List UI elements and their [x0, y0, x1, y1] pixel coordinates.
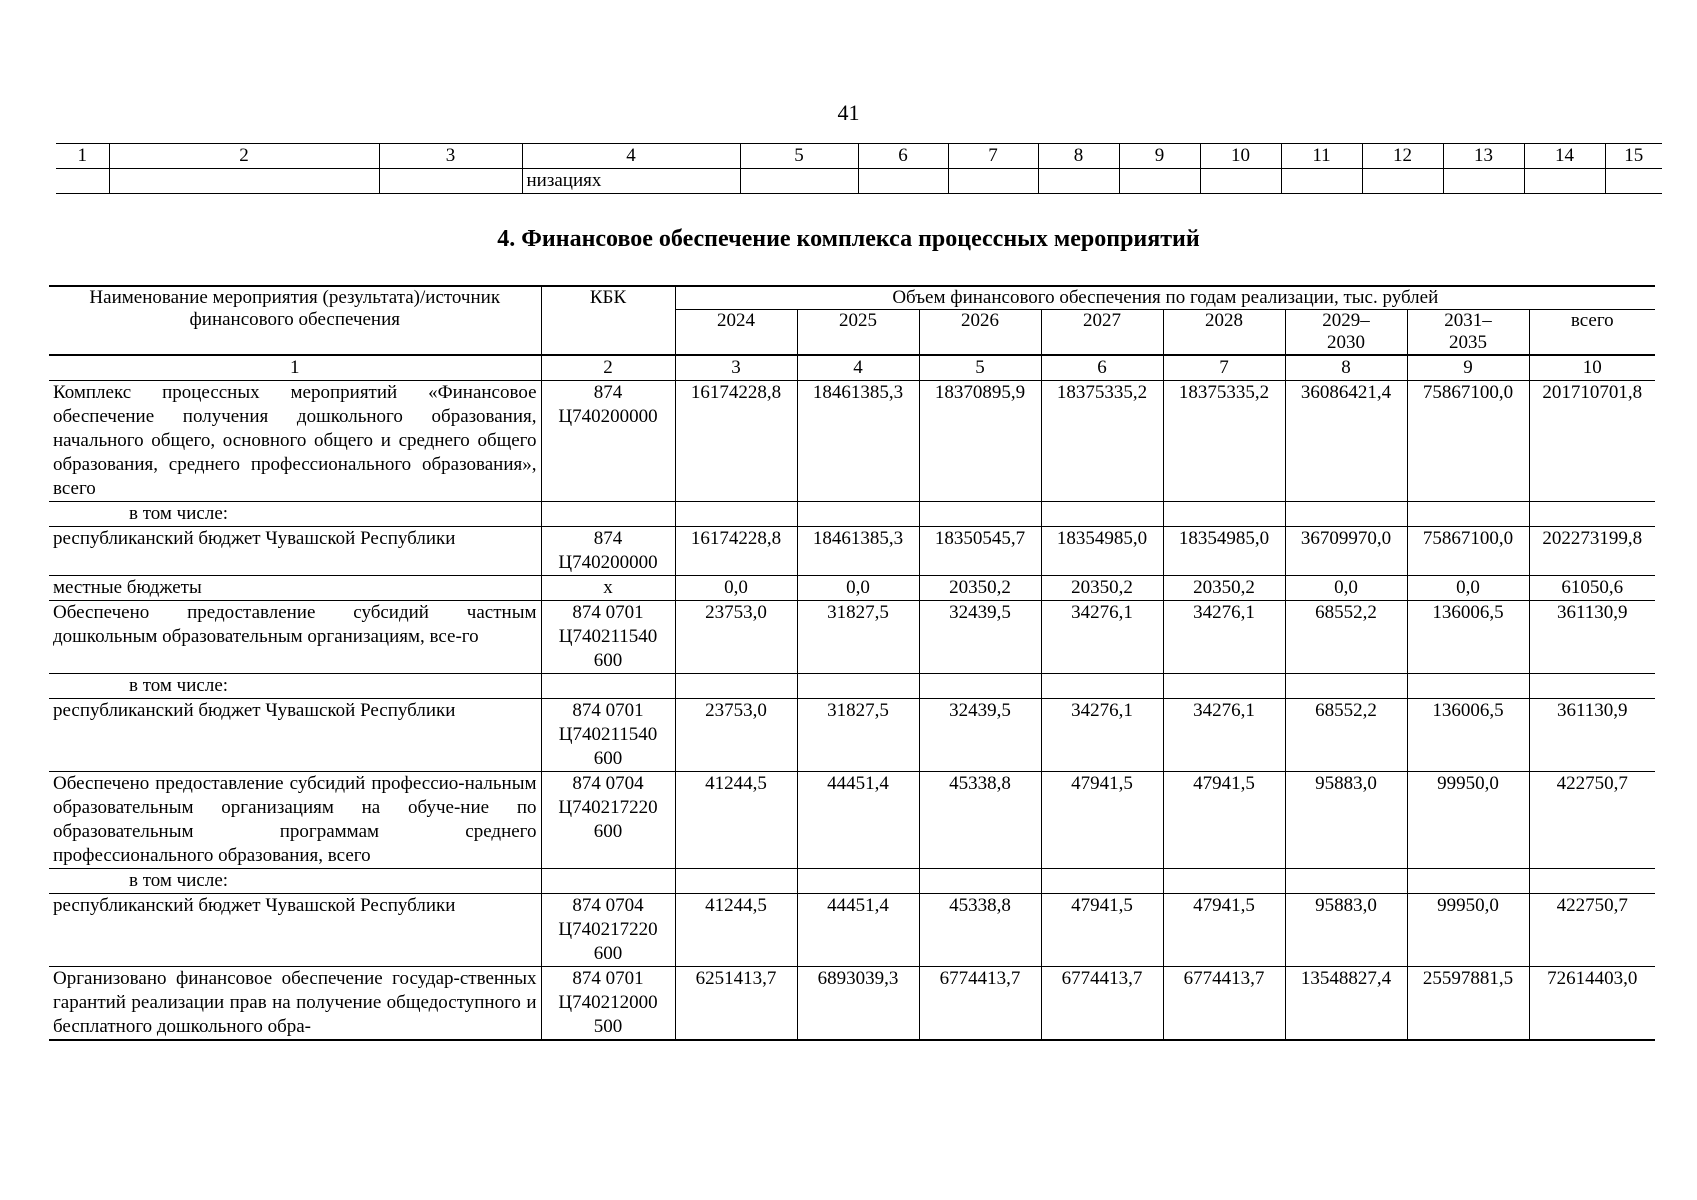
- row-value: [797, 502, 919, 527]
- row-value: [1163, 674, 1285, 699]
- table-cell: [56, 169, 109, 194]
- row-name: Обеспечено предоставление субсидий частным дошкольным образовательным организациям, все-го: [49, 601, 541, 674]
- row-name: в том числе:: [49, 674, 541, 699]
- finance-table: [49, 285, 1655, 1041]
- header-year: 2025: [797, 310, 919, 356]
- table-row: [49, 674, 1655, 699]
- column-number: 4: [522, 144, 740, 169]
- row-value: 0,0: [675, 576, 797, 601]
- row-value: 18461385,3: [797, 381, 919, 502]
- row-value: [919, 674, 1041, 699]
- row-kbk: 874 Ц740200000: [541, 381, 675, 502]
- table-row: [49, 967, 1655, 1041]
- row-name: Комплекс процессных мероприятий «Финансовое обеспечение получения дошкольного образования, начального общего, основного общего и среднего общего образования, среднего профессионального образования», всего: [49, 381, 541, 502]
- row-value: 41244,5: [675, 894, 797, 967]
- header-year: 2028: [1163, 310, 1285, 356]
- column-number: 8: [1038, 144, 1119, 169]
- row-value: [1285, 869, 1407, 894]
- row-value: [1285, 502, 1407, 527]
- column-number: 3: [675, 355, 797, 381]
- row-value: 18350545,7: [919, 527, 1041, 576]
- header-row: [49, 286, 1655, 310]
- row-value: 68552,2: [1285, 699, 1407, 772]
- row-value: 18370895,9: [919, 381, 1041, 502]
- table-cell: [379, 169, 522, 194]
- row-value: 20350,2: [1041, 576, 1163, 601]
- row-kbk: [541, 869, 675, 894]
- column-number: 7: [948, 144, 1038, 169]
- row-value: 136006,5: [1407, 601, 1529, 674]
- row-value: 31827,5: [797, 699, 919, 772]
- table-row: [49, 869, 1655, 894]
- row-value: 18375335,2: [1041, 381, 1163, 502]
- column-number: 9: [1119, 144, 1200, 169]
- table-row: [49, 576, 1655, 601]
- column-number: 15: [1605, 144, 1662, 169]
- row-value: 72614403,0: [1529, 967, 1655, 1041]
- row-value: 75867100,0: [1407, 527, 1529, 576]
- row-name: республиканский бюджет Чувашской Республики: [49, 527, 541, 576]
- table-cell: [109, 169, 379, 194]
- row-kbk: 874 0704 Ц740217220 600: [541, 772, 675, 869]
- column-number: 3: [379, 144, 522, 169]
- row-value: [797, 674, 919, 699]
- column-number-row: [56, 144, 1662, 169]
- row-value: 32439,5: [919, 699, 1041, 772]
- row-value: 44451,4: [797, 772, 919, 869]
- table-row: [49, 894, 1655, 967]
- row-value: 0,0: [1285, 576, 1407, 601]
- row-kbk: 874 0701 Ц740211540 600: [541, 699, 675, 772]
- table-row: [49, 699, 1655, 772]
- header-volume: Объем финансового обеспечения по годам реализации, тыс. рублей: [675, 286, 1655, 310]
- continuation-table: [56, 143, 1662, 194]
- row-value: 361130,9: [1529, 601, 1655, 674]
- header-kbk: КБК: [541, 286, 675, 355]
- row-value: [675, 502, 797, 527]
- row-value: 34276,1: [1041, 601, 1163, 674]
- row-value: 45338,8: [919, 772, 1041, 869]
- column-number: 9: [1407, 355, 1529, 381]
- column-number: 11: [1281, 144, 1362, 169]
- row-kbk: [541, 502, 675, 527]
- header-name: Наименование мероприятия (результата)/источник финансового обеспечения: [49, 286, 541, 355]
- row-value: [675, 674, 797, 699]
- row-value: [1163, 869, 1285, 894]
- row-value: [1529, 502, 1655, 527]
- row-value: 23753,0: [675, 699, 797, 772]
- column-number: 2: [541, 355, 675, 381]
- table-row: [49, 772, 1655, 869]
- row-value: 6251413,7: [675, 967, 797, 1041]
- row-value: [1407, 869, 1529, 894]
- row-value: 0,0: [797, 576, 919, 601]
- row-value: 6774413,7: [919, 967, 1041, 1041]
- table-row: [56, 169, 1662, 194]
- column-number: 1: [49, 355, 541, 381]
- row-value: [1529, 869, 1655, 894]
- column-number: 2: [109, 144, 379, 169]
- row-name: республиканский бюджет Чувашской Республики: [49, 699, 541, 772]
- table-cell: [1119, 169, 1200, 194]
- row-value: 20350,2: [919, 576, 1041, 601]
- row-value: [1529, 674, 1655, 699]
- column-number: 4: [797, 355, 919, 381]
- row-value: 6774413,7: [1041, 967, 1163, 1041]
- row-value: [797, 869, 919, 894]
- row-value: 20350,2: [1163, 576, 1285, 601]
- row-value: 361130,9: [1529, 699, 1655, 772]
- column-number: 13: [1443, 144, 1524, 169]
- row-value: 16174228,8: [675, 381, 797, 502]
- row-name: в том числе:: [49, 502, 541, 527]
- row-value: 34276,1: [1163, 699, 1285, 772]
- header-year: 2031– 2035: [1407, 310, 1529, 356]
- row-value: [1163, 502, 1285, 527]
- row-value: [1407, 502, 1529, 527]
- row-value: 99950,0: [1407, 772, 1529, 869]
- column-number: 10: [1200, 144, 1281, 169]
- table-cell: [948, 169, 1038, 194]
- row-value: 75867100,0: [1407, 381, 1529, 502]
- row-name: Обеспечено предоставление субсидий профессио-нальным образовательным организациям на обуче-ние по образовательным программам среднего профессионального образования, всего: [49, 772, 541, 869]
- header-year: 2029– 2030: [1285, 310, 1407, 356]
- row-value: 45338,8: [919, 894, 1041, 967]
- header-year: 2024: [675, 310, 797, 356]
- row-value: 422750,7: [1529, 772, 1655, 869]
- table-row: [49, 601, 1655, 674]
- page-number: 41: [837, 100, 860, 125]
- row-value: 36086421,4: [1285, 381, 1407, 502]
- row-kbk: 874 Ц740200000: [541, 527, 675, 576]
- row-value: 16174228,8: [675, 527, 797, 576]
- table-row: [49, 381, 1655, 502]
- column-number: 14: [1524, 144, 1605, 169]
- row-name: в том числе:: [49, 869, 541, 894]
- row-value: 18354985,0: [1041, 527, 1163, 576]
- row-value: 95883,0: [1285, 894, 1407, 967]
- column-number: 5: [919, 355, 1041, 381]
- row-value: 136006,5: [1407, 699, 1529, 772]
- header-year: 2027: [1041, 310, 1163, 356]
- column-number: 12: [1362, 144, 1443, 169]
- row-value: 99950,0: [1407, 894, 1529, 967]
- row-value: 6774413,7: [1163, 967, 1285, 1041]
- row-value: 422750,7: [1529, 894, 1655, 967]
- row-value: 32439,5: [919, 601, 1041, 674]
- row-value: 13548827,4: [1285, 967, 1407, 1041]
- row-kbk: 874 0701 Ц740211540 600: [541, 601, 675, 674]
- row-value: 18461385,3: [797, 527, 919, 576]
- row-value: 47941,5: [1163, 894, 1285, 967]
- table-row: [49, 502, 1655, 527]
- column-number: 6: [858, 144, 948, 169]
- row-value: 44451,4: [797, 894, 919, 967]
- column-number: 7: [1163, 355, 1285, 381]
- row-kbk: 874 0701 Ц740212000 500: [541, 967, 675, 1041]
- table-cell: низациях: [522, 169, 740, 194]
- row-value: 31827,5: [797, 601, 919, 674]
- row-value: 18375335,2: [1163, 381, 1285, 502]
- row-value: 201710701,8: [1529, 381, 1655, 502]
- row-value: 47941,5: [1163, 772, 1285, 869]
- row-kbk: 874 0704 Ц740217220 600: [541, 894, 675, 967]
- row-value: 23753,0: [675, 601, 797, 674]
- row-value: [675, 869, 797, 894]
- column-number: 1: [56, 144, 109, 169]
- row-value: 47941,5: [1041, 894, 1163, 967]
- row-kbk: [541, 674, 675, 699]
- row-value: [1041, 869, 1163, 894]
- table-cell: [1362, 169, 1443, 194]
- table-cell: [1200, 169, 1281, 194]
- row-value: 61050,6: [1529, 576, 1655, 601]
- column-number-row: [49, 355, 1655, 381]
- table-cell: [1524, 169, 1605, 194]
- row-value: 6893039,3: [797, 967, 919, 1041]
- row-value: 0,0: [1407, 576, 1529, 601]
- column-number: 8: [1285, 355, 1407, 381]
- table-cell: [1605, 169, 1662, 194]
- header-year: всего: [1529, 310, 1655, 356]
- row-value: 41244,5: [675, 772, 797, 869]
- row-value: [1041, 674, 1163, 699]
- row-value: 34276,1: [1163, 601, 1285, 674]
- row-value: 36709970,0: [1285, 527, 1407, 576]
- header-year: 2026: [919, 310, 1041, 356]
- table-cell: [1281, 169, 1362, 194]
- row-value: 47941,5: [1041, 772, 1163, 869]
- table-cell: [1443, 169, 1524, 194]
- row-name: республиканский бюджет Чувашской Республики: [49, 894, 541, 967]
- column-number: 5: [740, 144, 858, 169]
- row-value: 68552,2: [1285, 601, 1407, 674]
- table-row: [49, 527, 1655, 576]
- row-value: [1041, 502, 1163, 527]
- row-value: 18354985,0: [1163, 527, 1285, 576]
- row-name: местные бюджеты: [49, 576, 541, 601]
- column-number: 6: [1041, 355, 1163, 381]
- table-cell: [740, 169, 858, 194]
- table-cell: [858, 169, 948, 194]
- row-value: [1285, 674, 1407, 699]
- row-value: [919, 869, 1041, 894]
- row-name: Организовано финансовое обеспечение государ-ственных гарантий реализации прав на получение общедоступного и бесплатного дошкольного обра-: [49, 967, 541, 1041]
- row-value: [1407, 674, 1529, 699]
- row-value: [919, 502, 1041, 527]
- column-number: 10: [1529, 355, 1655, 381]
- row-value: 25597881,5: [1407, 967, 1529, 1041]
- section-title: 4. Финансовое обеспечение комплекса процессных мероприятий: [497, 226, 1200, 252]
- row-value: 95883,0: [1285, 772, 1407, 869]
- table-cell: [1038, 169, 1119, 194]
- row-value: 34276,1: [1041, 699, 1163, 772]
- row-kbk: х: [541, 576, 675, 601]
- row-value: 202273199,8: [1529, 527, 1655, 576]
